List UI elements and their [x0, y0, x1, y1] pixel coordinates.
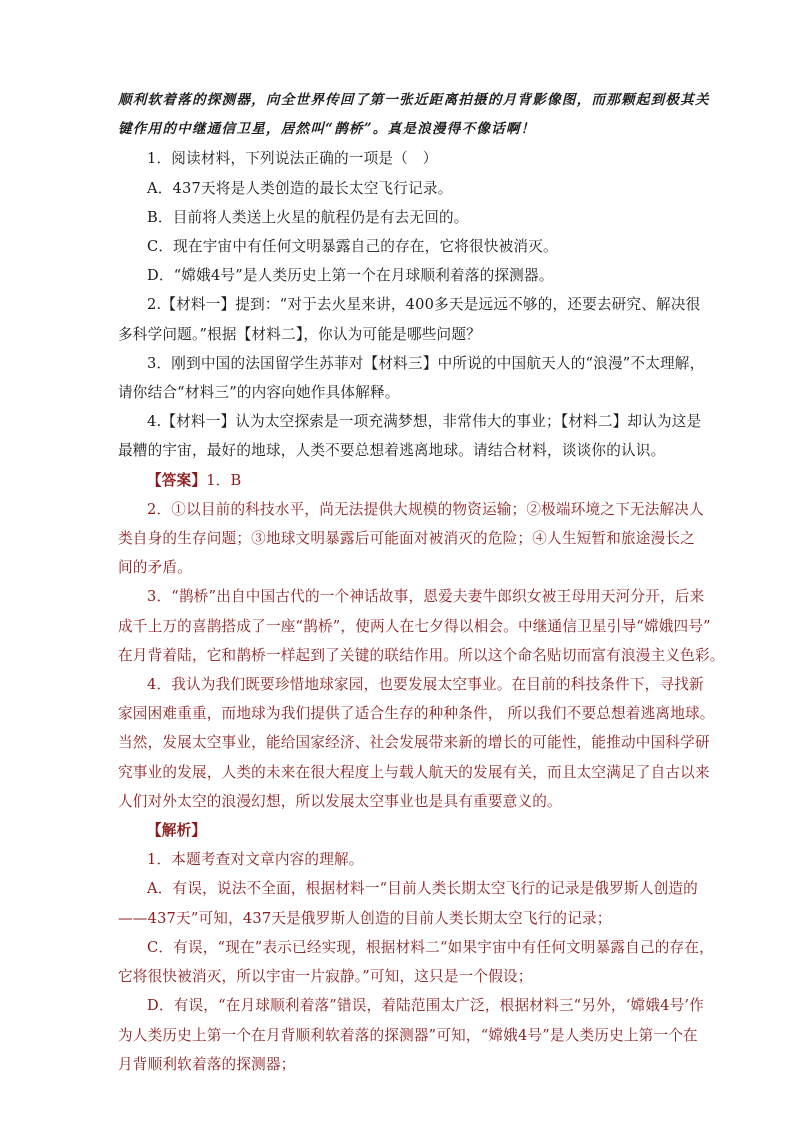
q4-line-1: 4.【材料一】认为太空探索是一项充满梦想，非常伟大的事业；【材料二】却认为这是 — [147, 413, 702, 431]
q1-option-c: C．现在宇宙中有任何文明暴露自己的存在，它将很快被消灭。 — [147, 238, 558, 256]
answer-4-line-3: 当然，发展太空事业，能给国家经济、社会发展带来新的增长的可能性，能推动中国科学研 — [118, 734, 710, 752]
q2-line-2: 多科学问题。”根据【材料二】，你认为可能是哪些问题？ — [118, 325, 481, 343]
analysis-line-5: 它将很快被消灭，所以宇宙一片寂静。”可知，这只是一个假设； — [118, 968, 533, 986]
answer-4-line-4: 究事业的发展，人类的未来在很大程度上与载人航天的发展有关，而且太空满足了自古以来 — [118, 763, 710, 781]
answer-line — [118, 466, 680, 495]
answer-2-line-1: 2．①以目前的科技水平，尚无法提供大规模的物资运输；②极端环境之下无法解决人 — [147, 500, 704, 518]
q3-line-1: 3．刚到中国的法国留学生苏菲对【材料三】中所说的中国航天人的“浪漫”不太理解， — [147, 354, 705, 372]
q1-option-d: D．“嫦娥4号”是人类历史上第一个在月球顺利着落的探测器。 — [147, 267, 554, 285]
answer-1: 1．B — [206, 471, 242, 489]
answer-3-line-2: 成千上万的喜鹊搭成了一座“鹊桥”，使两人在七夕得以相会。中继通信卫星引导“嫦娥四号” — [118, 617, 711, 635]
analysis-label: 【解析】 — [147, 822, 207, 840]
analysis-line-6: D．有误，“在月球顺利着落”错误，着陆范围太广泛，根据材料三“另外，‘嫦娥4号’作 — [147, 997, 705, 1015]
analysis-line-7: 为人类历史上第一个在月背顺利软着落的探测器”可知，“嫦娥4号”是人类历史上第一个在 — [118, 1026, 698, 1044]
answer-3-line-1: 3．“鹊桥”出自中国古代的一个神话故事，恩爱夫妻牛郎织女被王母用天河分开，后来 — [147, 588, 705, 606]
answer-label: 【答案】 — [147, 471, 207, 489]
analysis-line-1: 1．本题考查对文章内容的理解。 — [147, 851, 364, 869]
answer-4-line-1: 4．我认为我们既要珍惜地球家园，也要发展太空事业。在目前的科技条件下，寻找新 — [147, 676, 704, 694]
answer-2-line-2: 类自身的生存问题；③地球文明暴露后可能面对被消灭的危险；④人生短暂和旅途漫长之 — [118, 530, 695, 548]
material-line-1: 顺利软着落的探测器，向全世界传回了第一张近距离拍摄的月背影像图，而那颗起到极其关 — [118, 92, 710, 108]
page-content — [118, 86, 725, 1079]
material-line-2: 键作用的中继通信卫星，居然叫“鹊桥”。真是浪漫得不像话啊！ — [118, 121, 536, 138]
q1-option-a: A．437天将是人类创造的最长太空飞行记录。 — [147, 179, 453, 197]
answer-4-line-2: 家园困难重重，而地球为我们提供了适合生存的种种条件， 所以我们不要总想着逃离地球。 — [118, 705, 715, 723]
analysis-line-3: ——437天”可知，437天是俄罗斯人创造的目前人类长期太空飞行的记录； — [118, 909, 612, 927]
q4-line-2: 最糟的宇宙，最好的地球，人类不要总想着逃离地球。请结合材料，谈谈你的认识。 — [118, 442, 666, 460]
answer-2-line-3: 间的矛盾。 — [118, 559, 192, 577]
analysis-line-2: A．有误，说法不全面，根据材料一“目前人类长期太空飞行的记录是俄罗斯人创造的 — [147, 880, 698, 898]
answer-3-line-3: 在月背着陆，它和鹊桥一样起到了关键的联结作用。所以这个命名贴切而富有浪漫主义色彩。 — [118, 646, 725, 664]
answer-4-line-5: 人们对外太空的浪漫幻想，所以发展太空事业也是具有重要意义的。 — [118, 792, 562, 810]
q1-stem: 1．阅读材料，下列说法正确的一项是（ ） — [147, 150, 438, 168]
analysis-line-8: 月背顺利软着落的探测器； — [118, 1055, 296, 1073]
analysis-line-4: C．有误，“现在”表示已经实现，根据材料二“如果宇宙中有任何文明暴露自己的存在， — [147, 938, 714, 956]
q3-line-2: 请你结合“材料三”的内容向她作具体解释。 — [118, 384, 400, 402]
q2-line-1: 2.【材料一】提到：“对于去火星来讲，400多天是远远不够的，还要去研究、解决很 — [147, 296, 701, 314]
q1-option-b: B．目前将人类送上火星的航程仍是有去无回的。 — [147, 208, 469, 226]
